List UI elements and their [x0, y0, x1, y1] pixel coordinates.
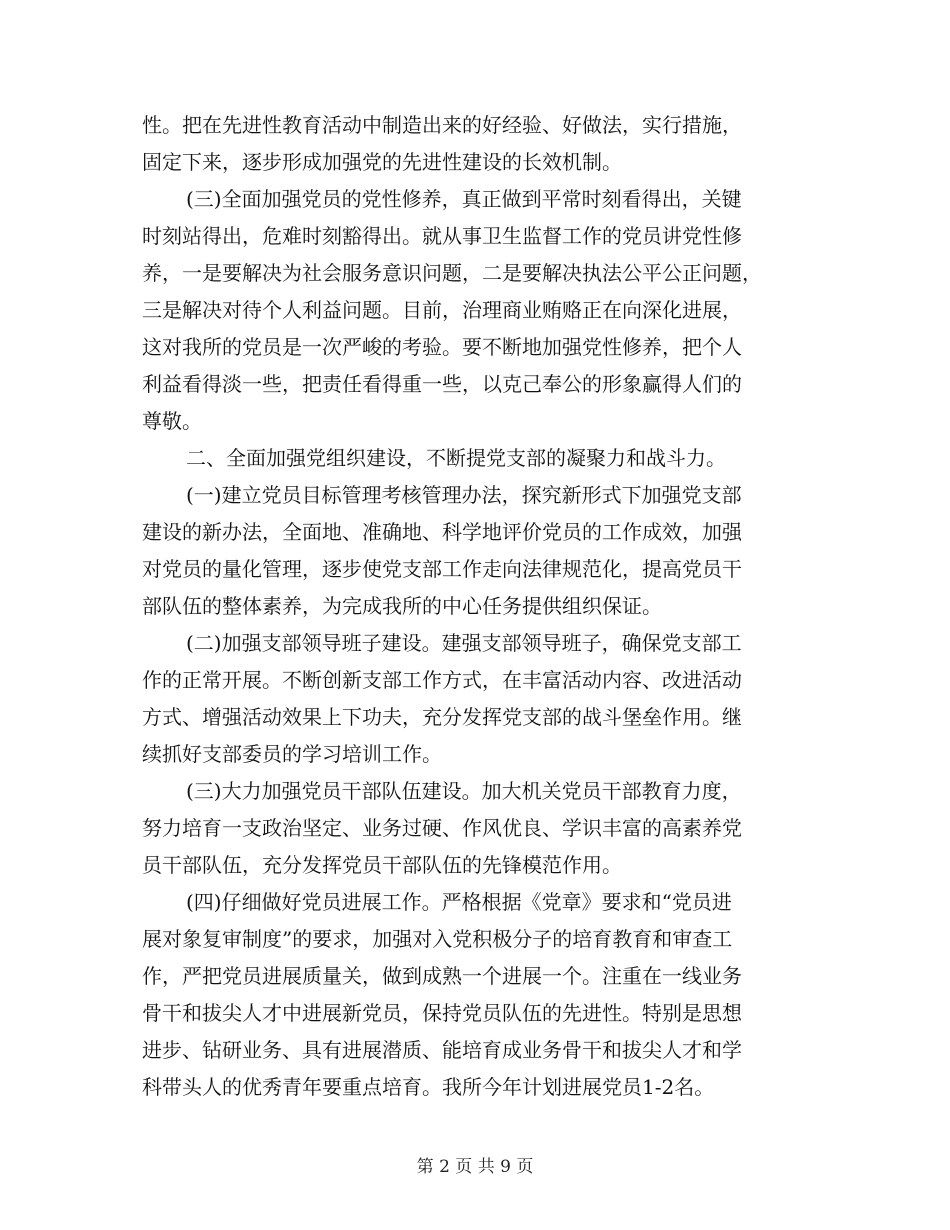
text-line: 尊敬。	[142, 409, 202, 433]
text-line: 固定下来，逐步形成加强党的先进性建设的长效机制。	[142, 150, 622, 174]
text-line: 作的正常开展。不断创新支部工作方式，在丰富活动内容、改进活动	[142, 668, 742, 692]
text-line: 骨干和拔尖人才中进展新党员，保持党员队伍的先进性。特别是思想	[142, 1001, 742, 1025]
text-line: 科带头人的优秀青年要重点培育。我所今年计划进展党员1-2名。	[142, 1075, 715, 1099]
text-line: 时刻站得出，危难时刻豁得出。就从事卫生监督工作的党员讲党性修	[142, 224, 742, 248]
paragraph-start-line: (四)仔细做好党员进展工作。严格根据《党章》要求和“党员进	[186, 890, 732, 914]
page-number-footer: 第 2 页 共 9 页	[416, 1157, 534, 1177]
paragraph-start-line: (三)大力加强党员干部队伍建设。加大机关党员干部教育力度，	[186, 779, 742, 803]
section-heading: 二、全面加强党组织建设，不断提党支部的凝聚力和战斗力。	[186, 446, 726, 470]
text-line: 建设的新办法，全面地、准确地、科学地评价党员的工作成效，加强	[142, 520, 742, 544]
text-line: 利益看得淡一些，把责任看得重一些，以克己奉公的形象赢得人们的	[142, 372, 742, 396]
text-line: 养，一是要解决为社会服务意识问题，二是要解决执法公平公正问题，	[142, 261, 762, 285]
text-line: 方式、增强活动效果上下功夫，充分发挥党支部的战斗堡垒作用。继	[142, 705, 742, 729]
paragraph-start-line: (二)加强支部领导班子建设。建强支部领导班子，确保党支部工	[186, 631, 742, 655]
text-line: 对党员的量化管理，逐步使党支部工作走向法律规范化，提高党员干	[142, 557, 742, 581]
text-line: 作，严把党员进展质量关，做到成熟一个进展一个。注重在一线业务	[142, 964, 742, 988]
text-line: 努力培育一支政治坚定、业务过硬、作风优良、学识丰富的高素养党	[142, 816, 742, 840]
paragraph-start-line: (一)建立党员目标管理考核管理办法，探究新形式下加强党支部	[186, 483, 742, 507]
text-line: 性。把在先进性教育活动中制造出来的好经验、好做法，实行措施，	[142, 113, 742, 137]
body-text	[142, 107, 810, 1106]
text-line: 三是解决对待个人利益问题。目前，治理商业贿赂正在向深化进展，	[142, 298, 742, 322]
text-line: 员干部队伍，充分发挥党员干部队伍的先锋模范作用。	[142, 853, 622, 877]
paragraph-start-line: (三)全面加强党员的党性修养，真正做到平常时刻看得出，关键	[186, 187, 742, 211]
text-line: 展对象复审制度”的要求，加强对入党积极分子的培育教育和审查工	[142, 927, 733, 951]
text-line: 续抓好支部委员的学习培训工作。	[142, 742, 442, 766]
text-line: 进步、钻研业务、具有进展潜质、能培育成业务骨干和拔尖人才和学	[142, 1038, 742, 1062]
text-line: 部队伍的整体素养，为完成我所的中心任务提供组织保证。	[142, 594, 662, 618]
text-line: 这对我所的党员是一次严峻的考验。要不断地加强党性修养，把个人	[142, 335, 742, 359]
